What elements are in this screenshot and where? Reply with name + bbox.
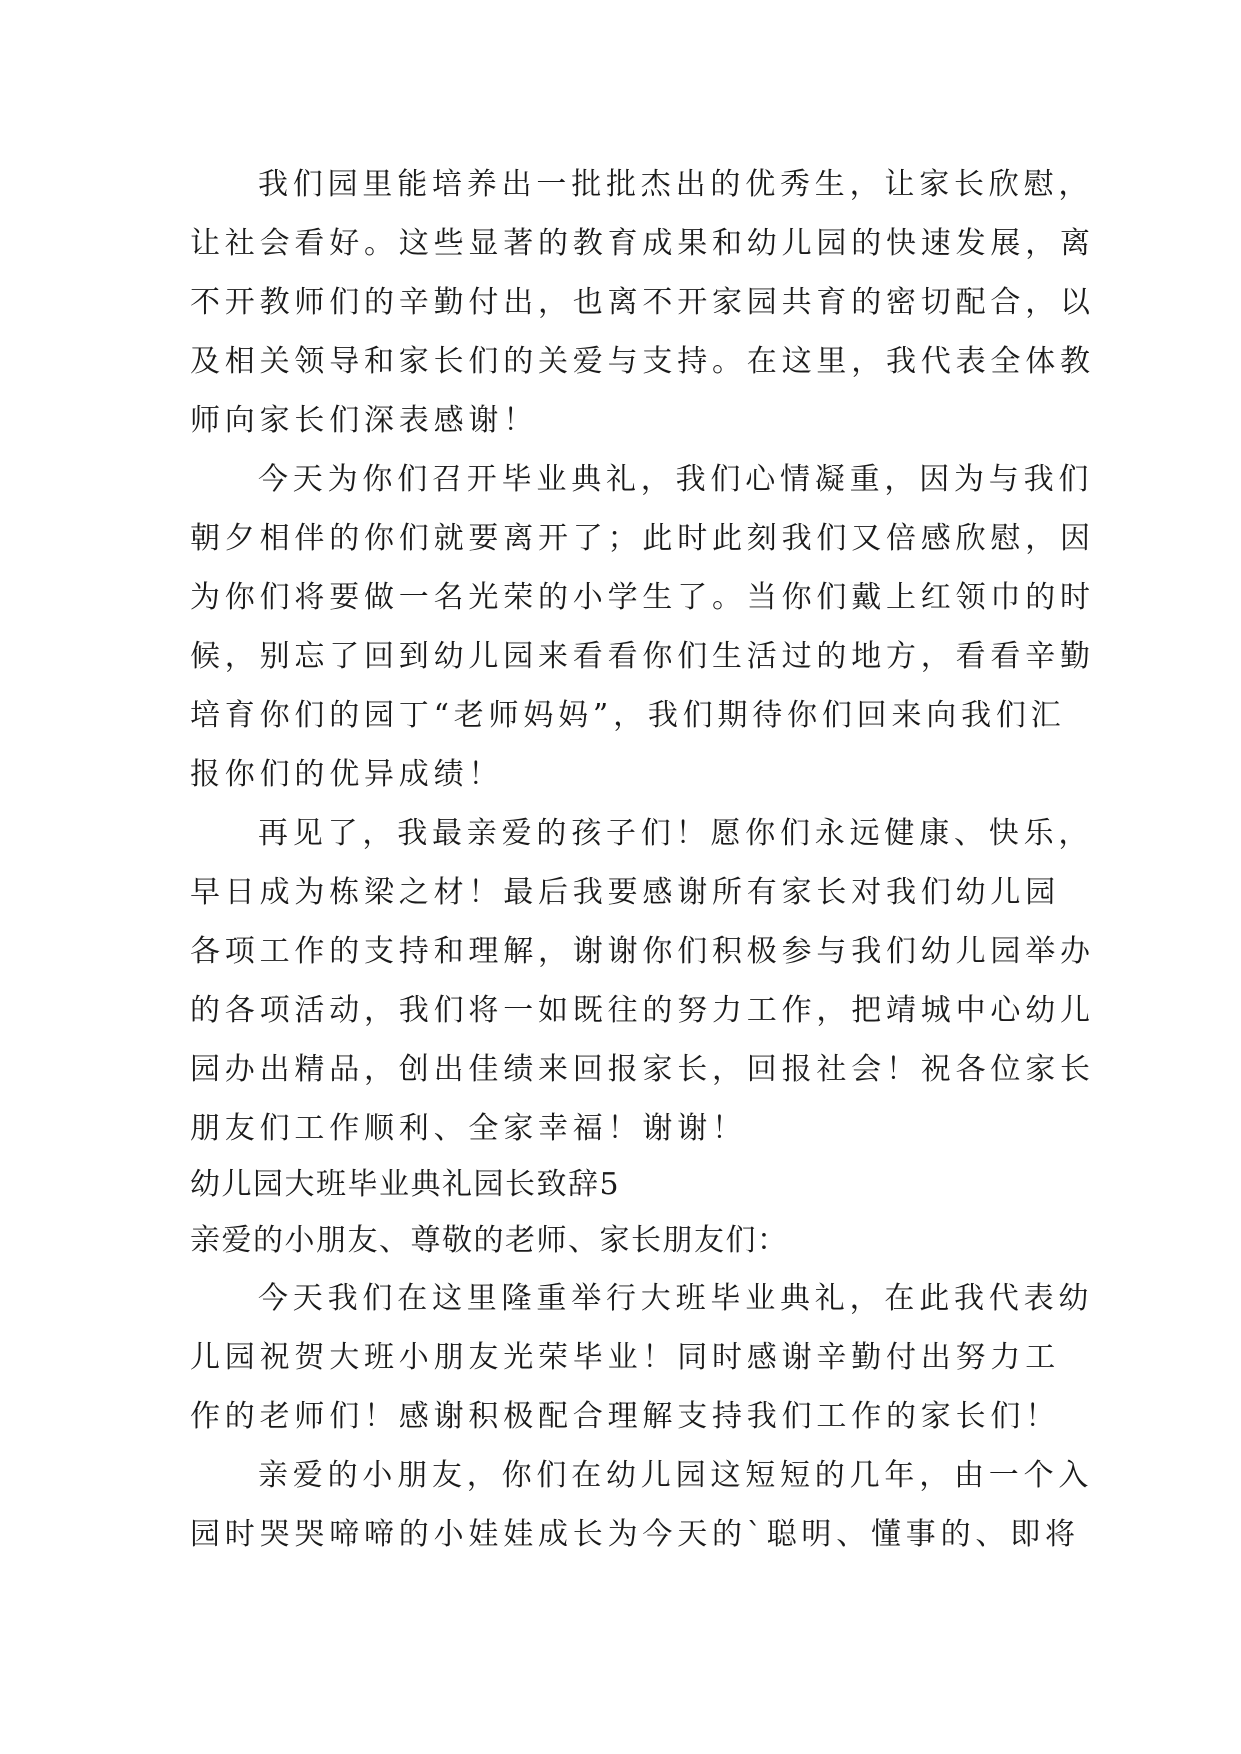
paragraph-3-line-4: 的各项活动，我们将一如既往的努力工作，把靖城中心幼儿: [190, 993, 1095, 1028]
salutation: 亲爱的小朋友、尊敬的老师、家长朋友们：: [190, 1223, 789, 1258]
section-title: 幼儿园大班毕业典礼园长致辞5: [190, 1167, 621, 1202]
paragraph-2-line-5: 培育你们的园丁“老师妈妈”，我们期待你们回来向我们汇: [190, 698, 1066, 733]
paragraph-1-line-1: 我们园里能培养出一批批杰出的优秀生，让家长欣慰，: [258, 167, 1094, 202]
paragraph-3-line-1: 再见了，我最亲爱的孩子们！愿你们永远健康、快乐，: [258, 816, 1094, 851]
paragraph-4-line-3: 作的老师们！感谢积极配合理解支持我们工作的家长们！: [190, 1399, 1060, 1434]
paragraph-1-line-3: 不开教师们的辛勤付出，也离不开家园共育的密切配合，以: [190, 285, 1095, 320]
paragraph-3-line-3: 各项工作的支持和理解，谢谢你们积极参与我们幼儿园举办: [190, 934, 1095, 969]
paragraph-1-line-5: 师向家长们深表感谢！: [190, 403, 538, 438]
paragraph-2-line-6: 报你们的优异成绩！: [190, 757, 504, 792]
paragraph-2-line-2: 朝夕相伴的你们就要离开了；此时此刻我们又倍感欣慰，因: [190, 521, 1095, 556]
paragraph-5-line-1: 亲爱的小朋友，你们在幼儿园这短短的几年，由一个入: [258, 1458, 1094, 1493]
paragraph-2-line-1: 今天为你们召开毕业典礼，我们心情凝重，因为与我们: [258, 462, 1094, 497]
paragraph-4-line-2: 儿园祝贺大班小朋友光荣毕业！同时感谢辛勤付出努力工: [190, 1340, 1060, 1375]
paragraph-1-line-2: 让社会看好。这些显著的教育成果和幼儿园的快速发展，离: [190, 226, 1095, 261]
paragraph-3-line-6: 朋友们工作顺利、全家幸福！谢谢！: [190, 1111, 747, 1146]
paragraph-1-line-4: 及相关领导和家长们的关爱与支持。在这里，我代表全体教: [190, 344, 1095, 379]
paragraph-2-line-3: 为你们将要做一名光荣的小学生了。当你们戴上红领巾的时: [190, 580, 1095, 615]
paragraph-4-line-1: 今天我们在这里隆重举行大班毕业典礼，在此我代表幼: [258, 1281, 1094, 1316]
paragraph-5-line-2: 园时哭哭啼啼的小娃娃成长为今天的`聪明、懂事的、即将: [190, 1517, 1080, 1552]
paragraph-3-line-5: 园办出精品，创出佳绩来回报家长，回报社会！祝各位家长: [190, 1052, 1095, 1087]
paragraph-3-line-2: 早日成为栋梁之材！最后我要感谢所有家长对我们幼儿园: [190, 875, 1060, 910]
paragraph-2-line-4: 候，别忘了回到幼儿园来看看你们生活过的地方，看看辛勤: [190, 639, 1095, 674]
